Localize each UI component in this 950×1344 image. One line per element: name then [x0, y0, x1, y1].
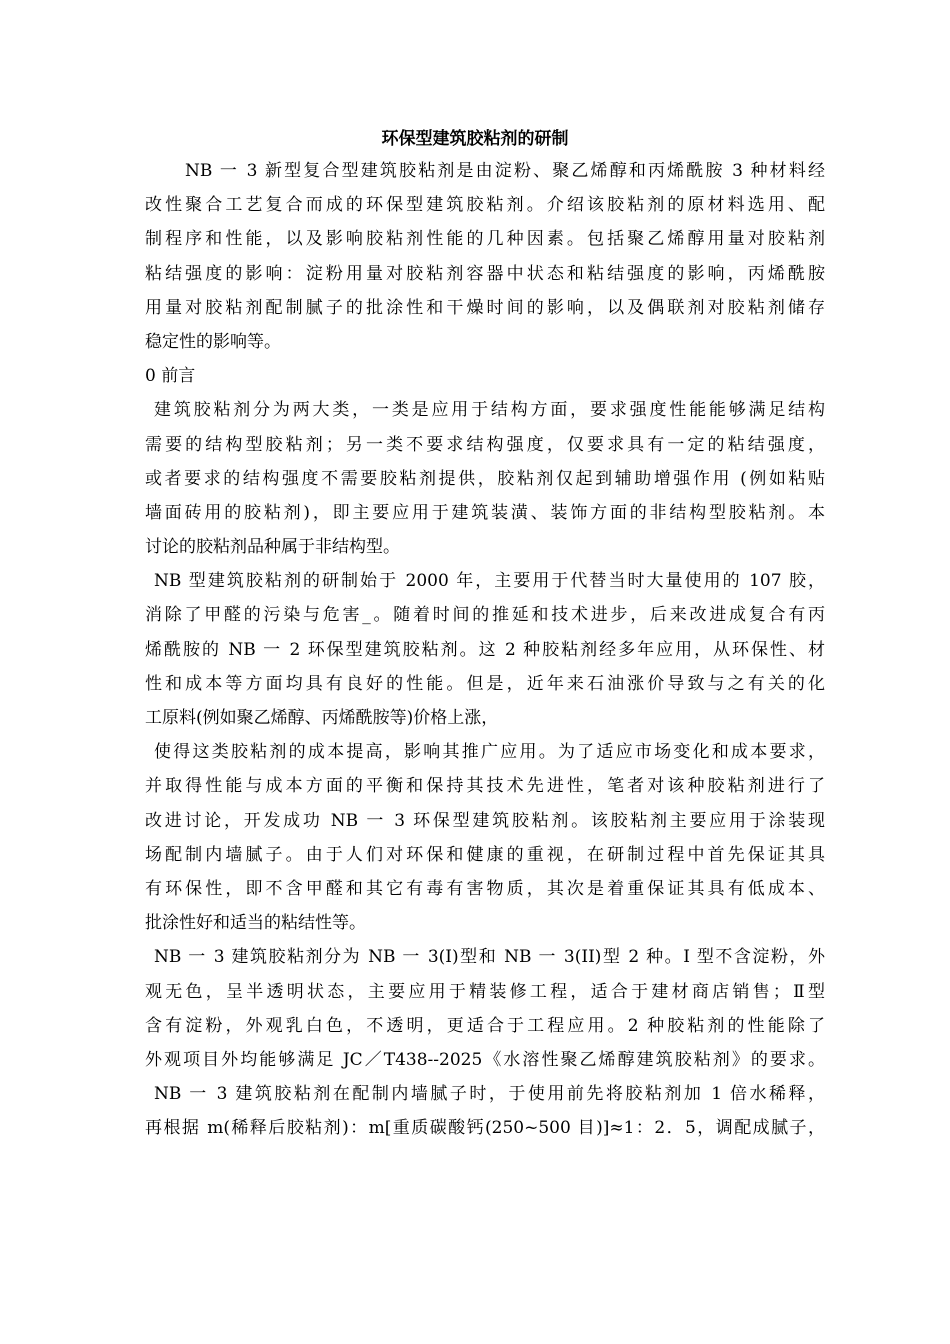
text-line: 粘结强度的影响：淀粉用量对胶粘剂容器中状态和粘结强度的影响，丙烯酰胺 — [145, 263, 825, 284]
text-line: 0 前言 — [145, 366, 196, 387]
text-line: 场配制内墙腻子。由于人们对环保和健康的重视，在研制过程中首先保证其具 — [145, 844, 825, 865]
text-line: 改进讨论，开发成功 NB 一 3 环保型建筑胶粘剂。该胶粘剂主要应用于涂装现 — [145, 810, 825, 831]
document-title: 环保型建筑胶粘剂的研制 — [381, 129, 569, 149]
text-line: NB 一 3 建筑胶粘剂分为 NB 一 3(I)型和 NB 一 3(II)型 2 种。I 型不含淀粉，外 — [154, 947, 825, 968]
text-line: NB 一 3 建筑胶粘剂在配制内墙腻子时，于使用前先将胶粘剂加 1 倍水稀释， — [154, 1084, 825, 1105]
text-line: 性和成本等方面均具有良好的性能。但是，近年来石油涨价导致与之有关的化 — [145, 673, 825, 694]
text-line: 需要的结构型胶粘剂；另一类不要求结构强度，仅要求具有一定的粘结强度， — [145, 434, 825, 455]
text-line: 建筑胶粘剂分为两大类，一类是应用于结构方面，要求强度性能能够满足结构 — [154, 400, 825, 421]
text-line: 工原料(例如聚乙烯醇、丙烯酰胺等)价格上涨， — [145, 708, 499, 728]
text-line: 墙面砖用的胶粘剂)，即主要应用于建筑装潢、装饰方面的非结构型胶粘剂。本 — [145, 502, 825, 523]
text-line: 制程序和性能，以及影响胶粘剂性能的几种因素。包括聚乙烯醇用量对胶粘剂 — [145, 229, 825, 250]
text-line: NB 一 3 新型复合型建筑胶粘剂是由淀粉、聚乙烯醇和丙烯酰胺 3 种材料经 — [185, 161, 825, 181]
text-line: 外观项目外均能够满足 JC／T438--2025《水溶性聚乙烯醇建筑胶粘剂》的要求。 — [145, 1049, 825, 1070]
text-line: 使得这类胶粘剂的成本提高，影响其推广应用。为了适应市场变化和成本要求， — [154, 742, 825, 763]
text-line: 并取得性能与成本方面的平衡和保持其技术先进性，笔者对该种胶粘剂进行了 — [145, 776, 825, 797]
text-line: 有环保性，即不含甲醛和其它有毒有害物质，其次是着重保证其具有低成本、 — [145, 878, 825, 899]
text-line: 再根据 m(稀释后胶粘剂)：m[重质碳酸钙(250~500 目)]≈1：2．5，调配成腻子， — [145, 1118, 825, 1139]
text-line: 稳定性的影响等。 — [145, 331, 281, 352]
text-line: 观无色，呈半透明状态，主要应用于精装修工程，适合于建材商店销售；Ⅱ型 — [145, 981, 825, 1002]
text-line: 消除了甲醛的污染与危害_。随着时间的推延和技术进步，后来改进成复合有丙 — [145, 605, 825, 626]
text-line: 含有淀粉，外观乳白色，不透明，更适合于工程应用。2 种胶粘剂的性能除了 — [145, 1015, 825, 1036]
document-body — [145, 154, 825, 1145]
text-line: 用量对胶粘剂配制腻子的批涂性和干燥时间的影响，以及偶联剂对胶粘剂储存 — [145, 297, 825, 318]
text-line: NB 型建筑胶粘剂的研制始于 2000 年，主要用于代替当时大量使用的 107 胶， — [154, 571, 825, 592]
text-line: 讨论的胶粘剂品种属于非结构型。 — [145, 537, 400, 558]
text-line: 改性聚合工艺复合而成的环保型建筑胶粘剂。介绍该胶粘剂的原材料选用、配 — [145, 195, 825, 216]
text-line: 批涂性好和适当的粘结性等。 — [145, 913, 366, 934]
text-line: 或者要求的结构强度不需要胶粘剂提供，胶粘剂仅起到辅助增强作用 (例如粘贴 — [145, 468, 825, 489]
text-line: 烯酰胺的 NB 一 2 环保型建筑胶粘剂。这 2 种胶粘剂经多年应用，从环保性、材 — [145, 639, 825, 660]
